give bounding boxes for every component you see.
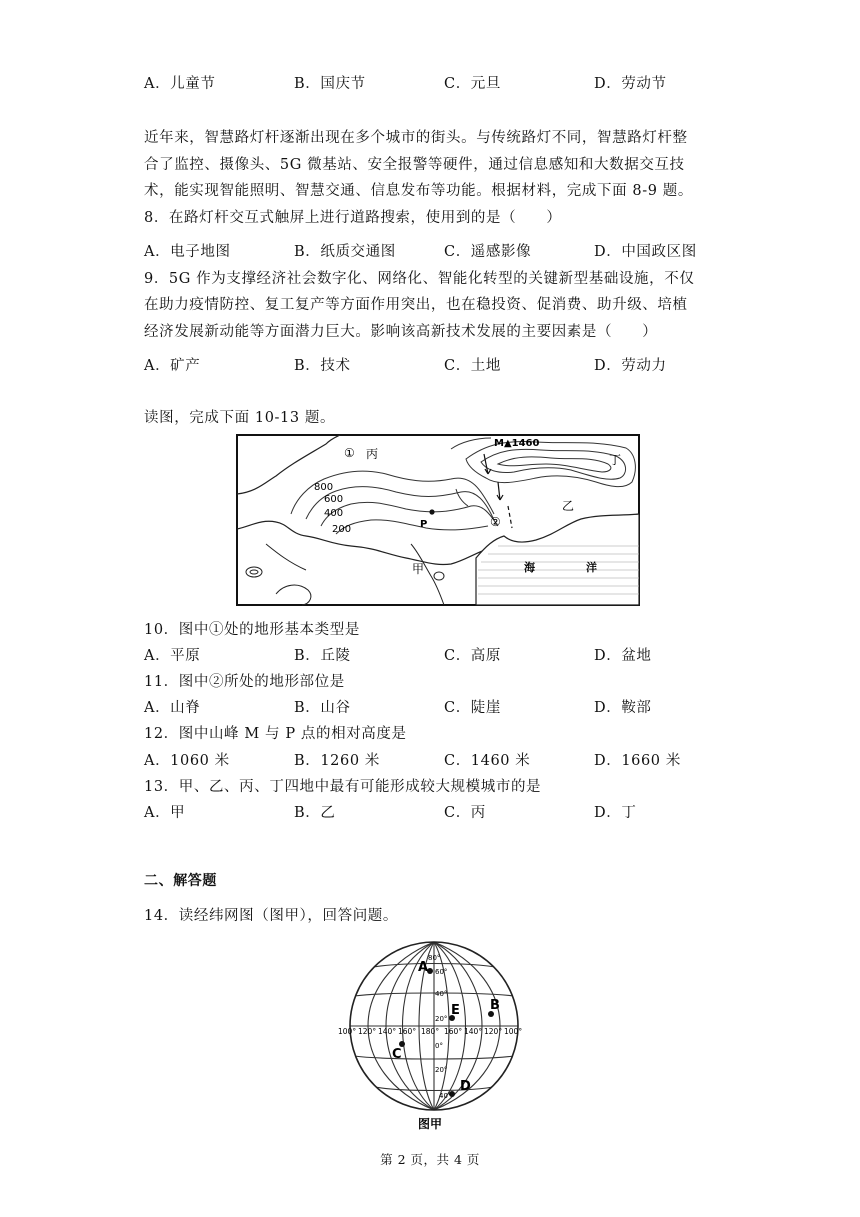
contour-map bbox=[236, 434, 640, 606]
q11-option-a: A．山脊 bbox=[144, 700, 201, 716]
q8-option-b: B．纸质交通图 bbox=[294, 244, 396, 260]
point-a-label: A bbox=[418, 960, 429, 975]
q8-option-a: A．电子地图 bbox=[144, 244, 231, 260]
contour-label-200: 200 bbox=[332, 524, 352, 535]
label-jia: 甲 bbox=[412, 562, 425, 576]
label-circle-1: ① bbox=[344, 446, 355, 460]
lon-label-2: 120° bbox=[358, 1027, 377, 1036]
label-circle-2: ② bbox=[490, 515, 501, 529]
q11-option-d: D．鞍部 bbox=[594, 700, 652, 716]
q12-option-a: A．1060 米 bbox=[144, 753, 230, 769]
q7-option-b: B．国庆节 bbox=[294, 76, 366, 92]
label-peak-m: M▲1460 bbox=[494, 438, 540, 449]
lat-label-40s: 40° bbox=[439, 1092, 452, 1100]
contour-label-400: 400 bbox=[324, 508, 344, 519]
section-title: 二、解答题 bbox=[144, 873, 217, 889]
lat-label-20n: 20° bbox=[435, 1015, 448, 1023]
q12-option-b: B．1260 米 bbox=[294, 753, 380, 769]
q8-option-d: D．中国政区图 bbox=[594, 244, 697, 260]
q11-option-c: C．陡崖 bbox=[444, 700, 501, 716]
lon-label-8: 120° bbox=[484, 1027, 503, 1036]
lon-label-4: 160° bbox=[398, 1027, 417, 1036]
lon-label-6: 160° bbox=[444, 1027, 463, 1036]
q9-stem-3: 经济发展新动能等方面潜力巨大。影响该高新技术发展的主要因素是（ ） bbox=[144, 324, 658, 340]
globe-figure bbox=[336, 938, 532, 1134]
q7-option-a: A．儿童节 bbox=[144, 76, 216, 92]
label-bing: 丙 bbox=[366, 447, 379, 461]
q10-option-a: A．平原 bbox=[144, 648, 201, 664]
q14-stem: 14．读经纬网图（图甲），回答问题。 bbox=[144, 908, 398, 924]
point-c-label: C bbox=[392, 1047, 402, 1062]
q7-option-c: C．元旦 bbox=[444, 76, 501, 92]
map-intro: 读图，完成下面 10-13 题。 bbox=[144, 410, 336, 426]
contour-label-800: 800 bbox=[314, 482, 334, 493]
q7-option-d: D．劳动节 bbox=[594, 76, 667, 92]
lon-label-7: 140° bbox=[464, 1027, 483, 1036]
lon-label-9: 100° bbox=[504, 1027, 523, 1036]
label-hai: 海 bbox=[524, 561, 535, 574]
q9-option-a: A．矿产 bbox=[144, 358, 201, 374]
label-yi: 乙 bbox=[562, 499, 575, 513]
q8-stem: 8．在路灯杆交互式触屏上进行道路搜索，使用到的是（ ） bbox=[144, 210, 562, 226]
q9-stem-1: 9．5G 作为支撑经济社会数字化、网络化、智能化转型的关键新型基础设施，不仅 bbox=[144, 271, 695, 287]
q9-option-c: C．土地 bbox=[444, 358, 501, 374]
q10-stem: 10．图中①处的地形基本类型是 bbox=[144, 622, 360, 638]
q12-option-c: C．1460 米 bbox=[444, 753, 531, 769]
label-ding: 丁 bbox=[609, 453, 622, 467]
q9-stem-2: 在助力疫情防控、复工复产等方面作用突出，也在稳投资、促消费、助升级、培植 bbox=[144, 297, 688, 313]
q9-option-b: B．技术 bbox=[294, 358, 351, 374]
lat-label-20s: 20° bbox=[435, 1066, 448, 1074]
lat-label-60: 60° bbox=[435, 968, 448, 976]
q10-option-b: B．丘陵 bbox=[294, 648, 351, 664]
lon-label-3: 140° bbox=[378, 1027, 397, 1036]
q12-stem: 12．图中山峰 M 与 P 点的相对高度是 bbox=[144, 726, 407, 742]
q12-option-d: D．1660 米 bbox=[594, 753, 681, 769]
q10-option-d: D．盆地 bbox=[594, 648, 652, 664]
passage-line-1: 近年来，智慧路灯杆逐渐出现在多个城市的街头。与传统路灯不同，智慧路灯杆整 bbox=[144, 130, 688, 146]
q8-option-c: C．遥感影像 bbox=[444, 244, 532, 260]
passage-line-2: 合了监控、摄像头、5G 微基站、安全报警等硬件，通过信息感知和大数据交互技 bbox=[144, 157, 685, 173]
label-yang: 洋 bbox=[586, 561, 597, 574]
point-b-label: B bbox=[490, 998, 500, 1013]
q13-option-c: C．丙 bbox=[444, 805, 486, 821]
q13-option-a: A．甲 bbox=[144, 805, 186, 821]
lat-label-80: 80° bbox=[428, 954, 441, 962]
q13-stem: 13．甲、乙、丙、丁四地中最有可能形成较大规模城市的是 bbox=[144, 779, 542, 795]
point-e-label: E bbox=[451, 1003, 460, 1018]
lat-label-0: 0° bbox=[435, 1042, 443, 1050]
passage-line-3: 术，能实现智能照明、智慧交通、信息发布等功能。根据材料，完成下面 8-9 题。 bbox=[144, 183, 693, 199]
q11-stem: 11．图中②所处的地形部位是 bbox=[144, 674, 345, 690]
q10-option-c: C．高原 bbox=[444, 648, 501, 664]
contour-label-600: 600 bbox=[324, 494, 344, 505]
lat-label-40n: 40° bbox=[435, 990, 448, 998]
lon-label-1: 100° bbox=[338, 1027, 357, 1036]
q13-option-b: B．乙 bbox=[294, 805, 336, 821]
lon-label-5: 180° bbox=[421, 1027, 440, 1036]
point-d-label: D bbox=[460, 1079, 471, 1094]
q9-option-d: D．劳动力 bbox=[594, 358, 667, 374]
label-p: P bbox=[420, 519, 428, 530]
q11-option-b: B．山谷 bbox=[294, 700, 351, 716]
q13-option-d: D．丁 bbox=[594, 805, 637, 821]
globe-caption: 图甲 bbox=[418, 1117, 443, 1131]
page-footer: 第 2 页，共 4 页 bbox=[380, 1152, 480, 1167]
